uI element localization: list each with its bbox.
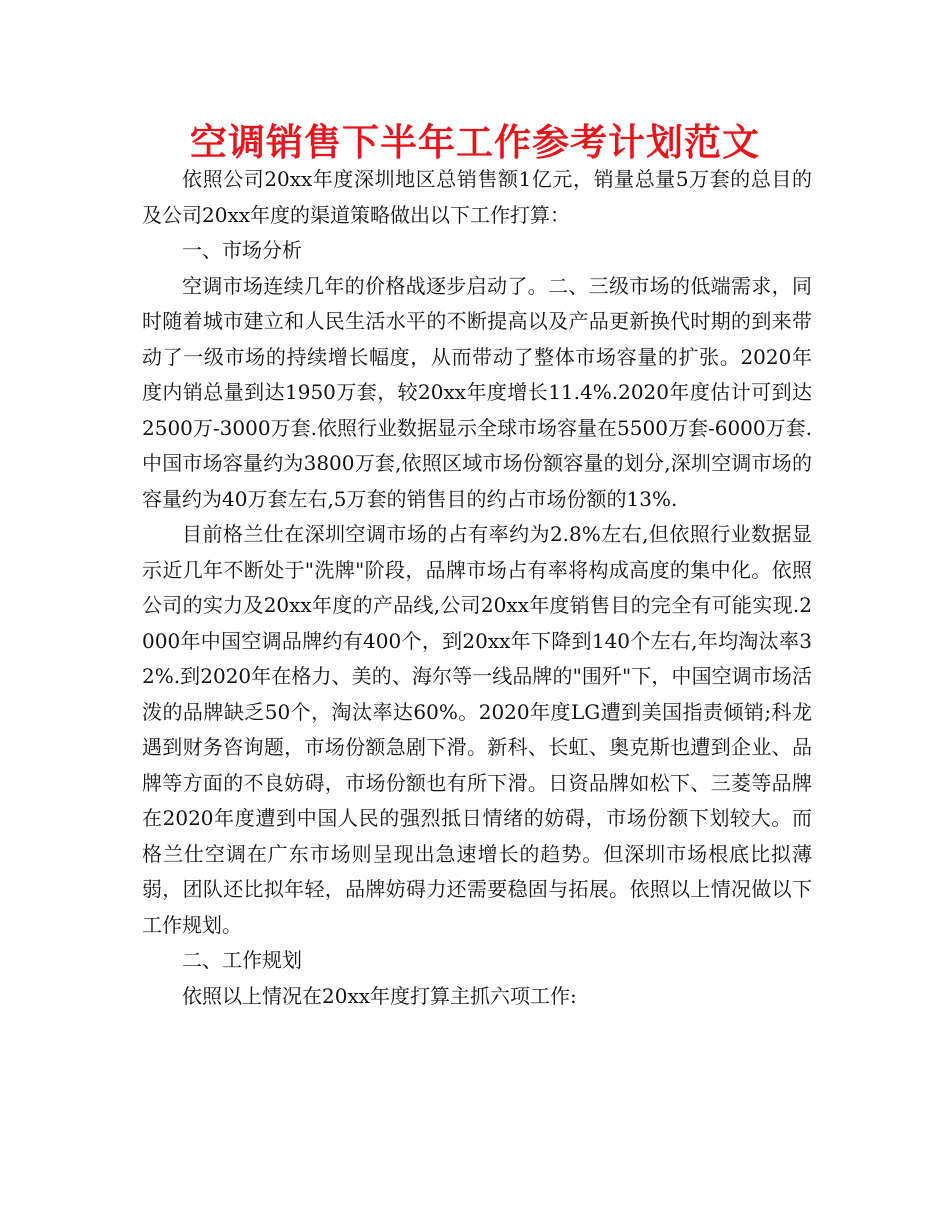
intro-paragraph: 依照公司20xx年度深圳地区总销售额1亿元，销量总量5万套的总目的及公司20xx年度的渠道策略做出以下工作打算：	[142, 167, 812, 227]
section-heading-market-analysis: 一、市场分析	[182, 238, 302, 262]
work-plan-paragraph: 依照以上情况在20xx年度打算主抓六项工作:	[182, 983, 577, 1008]
section-heading-work-plan: 二、工作规划	[182, 948, 302, 972]
document-body	[142, 162, 812, 1014]
document-title: 空调销售下半年工作参考计划范文	[190, 121, 760, 164]
market-share-paragraph: 目前格兰仕在深圳空调市场的占有率约为2.8%左右,但依照行业数据显示近几年不断处于"洗牌"阶段，品牌市场占有率将构成高度的集中化。依照公司的实力及20xx年度的产品线,公司20xx年度销售目的完全有可能实现.2000年中国空调品牌约有400个，到20xx年下降到140个左右,年均淘汰率32%.到2020年在格力、美的、海尔等一线品牌的"围歼"下，中国空调市场活泼的品牌缺乏50个，淘汰率达60%。2020年度LG遭到美国指责倾销;科龙遇到财务咨询题，市场份额急剧下滑。新科、长虹、奥克斯也遭到企业、品牌等方面的不良妨碍，市场份额也有所下滑。日资品牌如松下、三菱等品牌在2020年度遭到中国人民的强烈抵日情绪的妨碍，市场份额下划较大。而格兰仕空调在广东市场则呈现出急速增长的趋势。但深圳市场根底比拟薄弱，团队还比拟年轻，品牌妨碍力还需要稳固与拓展。依照以上情况做以下工作规划。	[142, 522, 812, 937]
market-analysis-paragraph: 空调市场连续几年的价格战逐步启动了。二、三级市场的低端需求，同时随着城市建立和人民生活水平的不断提高以及产品更新换代时期的到来带动了一级市场的持续增长幅度，从而带动了整体市场容量的扩张。2020年度内销总量到达1950万套，较20xx年度增长11.4%.2020年度估计可到达2500万-3000万套.依照行业数据显示全球市场容量在5500万套-6000万套.中国市场容量约为3800万套,依照区域市场份额容量的划分,深圳空调市场的容量约为40万套左右,5万套的销售目的约占市场份额的13%.	[142, 273, 812, 511]
